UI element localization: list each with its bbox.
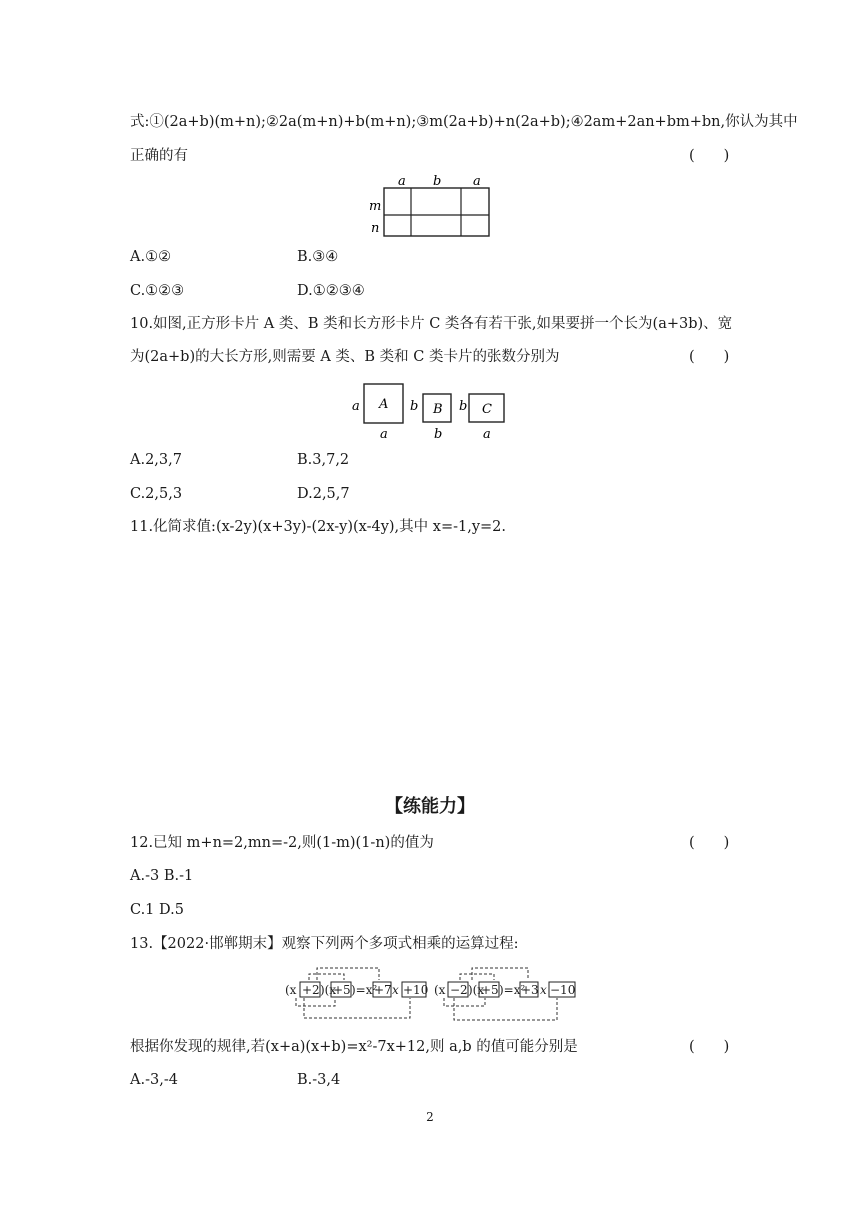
q13-left-x: x <box>392 983 399 997</box>
q13-left-x1: (x <box>285 983 297 997</box>
q12-options-row1: A.-3 B.-1 <box>130 868 194 884</box>
q13-right-p5: +5 <box>481 983 499 997</box>
section-heading: 【练能力】 <box>385 796 475 817</box>
q9-label-b: b <box>433 174 442 189</box>
q13-left-p10: +10 <box>403 983 429 997</box>
q9-label-m: m <box>369 199 382 214</box>
q12-text: 12.已知 m+n=2,mn=-2,则(1-m)(1-n)的值为 <box>130 835 434 851</box>
q10-option-c: C.2,5,3 <box>130 486 183 502</box>
q13-left-p2: +2 <box>302 983 320 997</box>
q13-expansion-figure <box>282 960 582 1026</box>
page-number: 2 <box>426 1110 434 1124</box>
q12-answer-paren: ( ) <box>689 835 730 851</box>
q9-rectangle-figure <box>360 172 500 240</box>
q13-right-m10: −10 <box>550 983 576 997</box>
q10-text-line2: 为(2a+b)的大长方形,则需要 A 类、B 类和 C 类卡片的张数分别为 <box>130 349 560 365</box>
q13-text-line1: 13.【2022·邯郸期末】观察下列两个多项式相乘的运算过程: <box>130 936 519 952</box>
q9-text-line2: 正确的有 <box>130 148 188 164</box>
q13-answer-paren: ( ) <box>689 1039 730 1055</box>
q13-right-x1: (x <box>434 983 446 997</box>
q13-text-line2: 根据你发现的规律,若(x+a)(x+b)=x²-7x+12,则 a,b 的值可能分别是 <box>130 1039 578 1055</box>
q13-left-x2: )(x <box>320 983 337 997</box>
q10-option-b: B.3,7,2 <box>297 452 350 468</box>
q13-right-x2sq: )=x² <box>499 983 526 997</box>
q10-option-a: A.2,3,7 <box>130 452 182 468</box>
q13-option-a: A.-3,-4 <box>130 1072 178 1088</box>
q10-card-a-bottom: a <box>380 427 388 442</box>
q10-text-line1: 10.如图,正方形卡片 A 类、B 类和长方形卡片 C 类各有若干张,如果要拼一个长为(a+3b)、宽 <box>130 316 733 332</box>
q10-cards-figure <box>348 378 518 442</box>
q9-option-b: B.③④ <box>297 249 339 265</box>
q9-label-a2: a <box>473 174 481 189</box>
q9-outer-rect <box>384 188 489 236</box>
q10-card-c-bottom: a <box>483 427 491 442</box>
q13-right-x2: )(x <box>468 983 485 997</box>
q10-card-c-side: b <box>459 399 468 414</box>
q9-option-a: A.①② <box>130 249 172 265</box>
q13-right-x: x <box>540 983 547 997</box>
q9-label-a1: a <box>398 174 406 189</box>
q11-text: 11.化简求值:(x-2y)(x+3y)-(2x-y)(x-4y),其中 x=-1,y=2. <box>130 519 507 535</box>
q13-left-p7: +7 <box>374 983 392 997</box>
q9-option-d: D.①②③④ <box>297 283 365 299</box>
q9-answer-paren: ( ) <box>689 148 730 164</box>
q10-card-b-label: B <box>433 402 443 417</box>
q9-label-n: n <box>371 221 380 236</box>
q13-left-x2sq: )=x² <box>351 983 378 997</box>
q13-option-b: B.-3,4 <box>297 1072 341 1088</box>
q13-right-p3: +3 <box>521 983 539 997</box>
q9-option-c: C.①②③ <box>130 283 185 299</box>
q10-card-b-side: b <box>410 399 419 414</box>
q10-answer-paren: ( ) <box>689 349 730 365</box>
q13-right-m2: −2 <box>450 983 468 997</box>
q12-options-row2: C.1 D.5 <box>130 902 184 918</box>
q13-left-p5: +5 <box>333 983 351 997</box>
q10-card-a-side: a <box>352 399 360 414</box>
q10-card-b-bottom: b <box>434 427 443 442</box>
q10-option-d: D.2,5,7 <box>297 486 350 502</box>
q10-card-a-label: A <box>379 397 389 412</box>
q10-card-c-label: C <box>482 402 492 417</box>
q9-text-line1: 式:①(2a+b)(m+n);②2a(m+n)+b(m+n);③m(2a+b)+n(2a+b);④2am+2an+bm+bn,你认为其中 <box>130 114 798 130</box>
